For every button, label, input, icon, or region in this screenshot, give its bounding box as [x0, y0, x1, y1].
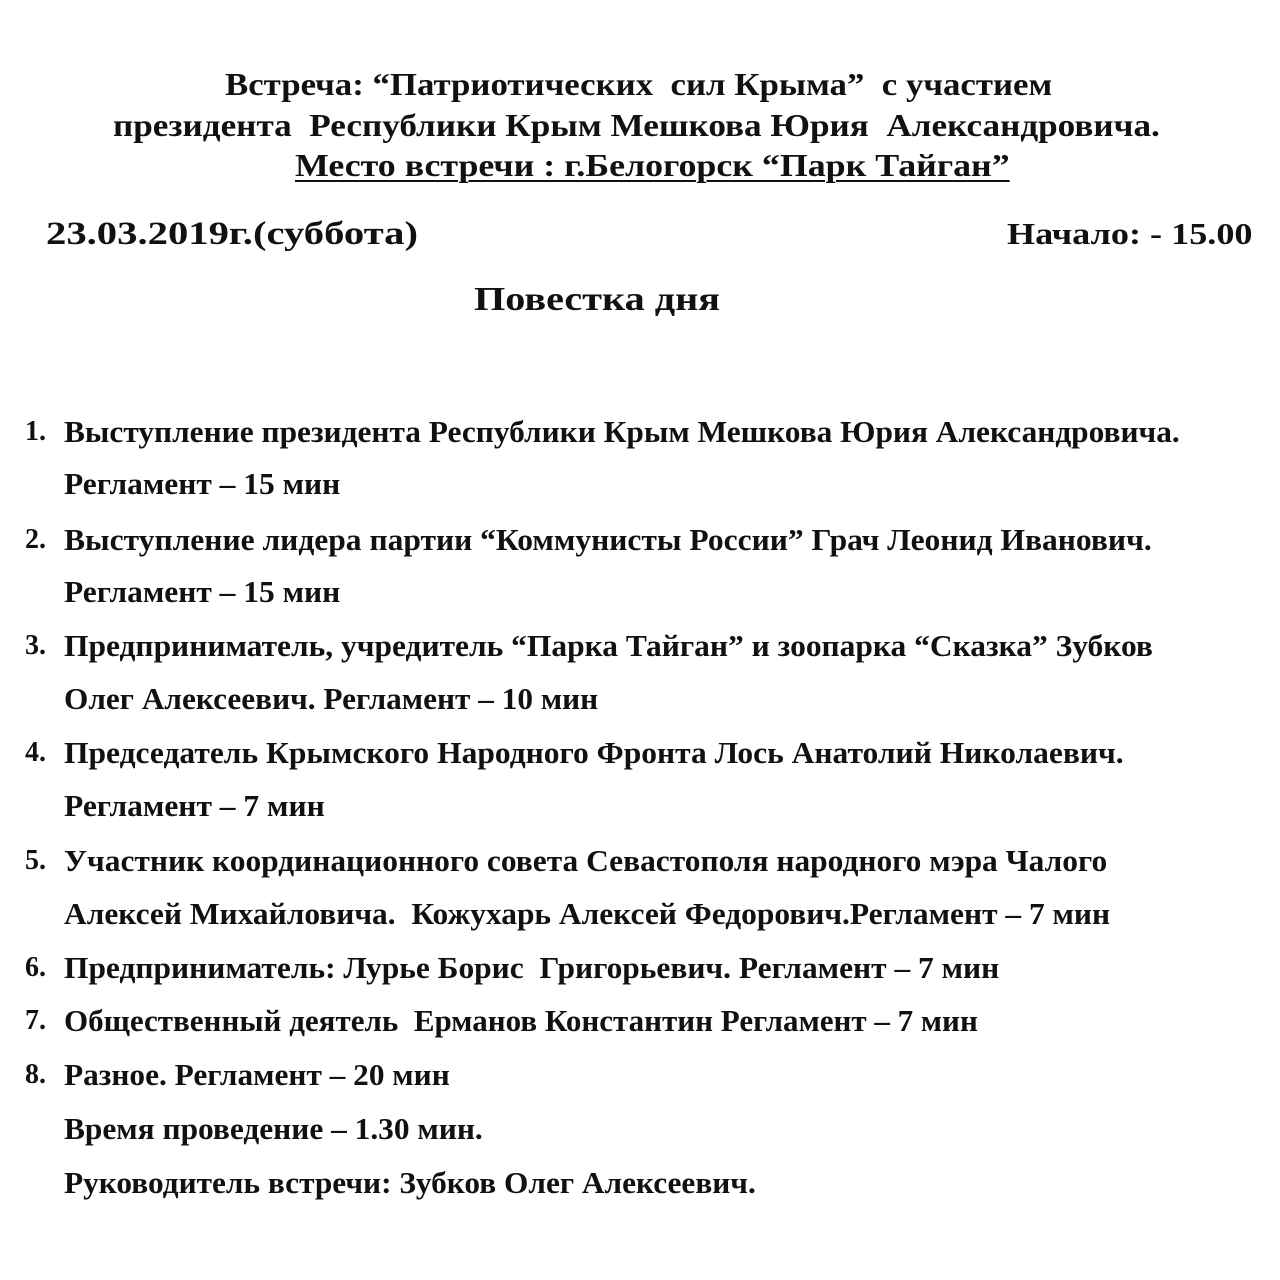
- header-line-2: президента Республики Крым Мешкова Юрия Александровича.: [113, 107, 1160, 143]
- agenda-item-text: Предприниматель: Лурье Борис Григорьевич. Регламент – 7 мин: [64, 950, 1000, 985]
- agenda-item-text: Председатель Крымского Народного Фронта Лось Анатолий Николаевич.: [64, 735, 1124, 770]
- agenda-item-number: 1.: [25, 416, 46, 447]
- agenda-item-text: Регламент – 15 мин: [64, 466, 341, 501]
- meeting-place: Место встречи : г.Белогорск “Парк Тайган”: [295, 147, 1010, 183]
- agenda-item-number: 5.: [25, 845, 46, 876]
- agenda-item-text: Общественный деятель Ерманов Константин Регламент – 7 мин: [64, 1003, 978, 1038]
- meeting-date: 23.03.2019г.(суббота): [46, 216, 419, 252]
- start-time: Начало: - 15.00: [1007, 216, 1253, 251]
- meeting-leader: Руководитель встречи: Зубков Олег Алексеевич.: [64, 1165, 756, 1200]
- agenda-item-number: 3.: [25, 630, 46, 661]
- agenda-item-text: Выступление лидера партии “Коммунисты России” Грач Леонид Иванович.: [64, 522, 1152, 557]
- agenda-item-text: Регламент – 15 мин: [64, 574, 341, 609]
- agenda-item-text: Выступление президента Республики Крым Мешкова Юрия Александровича.: [64, 414, 1180, 449]
- header-line-1: Встреча: “Патриотических сил Крыма” с участием: [225, 66, 1053, 102]
- agenda-item-number: 7.: [25, 1005, 46, 1036]
- agenda-item-text: Олег Алексеевич. Регламент – 10 мин: [64, 681, 599, 716]
- agenda-item-text: Разное. Регламент – 20 мин: [64, 1057, 450, 1092]
- agenda-item-number: 2.: [25, 524, 46, 555]
- agenda-item-number: 6.: [25, 952, 46, 983]
- agenda-item-text: Участник координационного совета Севастополя народного мэра Чалого: [64, 843, 1108, 878]
- duration: Время проведение – 1.30 мин.: [64, 1111, 483, 1146]
- agenda-item-text: Алексей Михайловича. Кожухарь Алексей Федорович.Регламент – 7 мин: [64, 896, 1111, 931]
- agenda-item-number: 8.: [25, 1059, 46, 1090]
- agenda-item-text: Регламент – 7 мин: [64, 788, 325, 823]
- agenda-title: Повестка дня: [474, 281, 721, 318]
- agenda-item-number: 4.: [25, 737, 46, 768]
- agenda-item-text: Предприниматель, учредитель “Парка Тайган” и зоопарка “Сказка” Зубков: [64, 628, 1153, 663]
